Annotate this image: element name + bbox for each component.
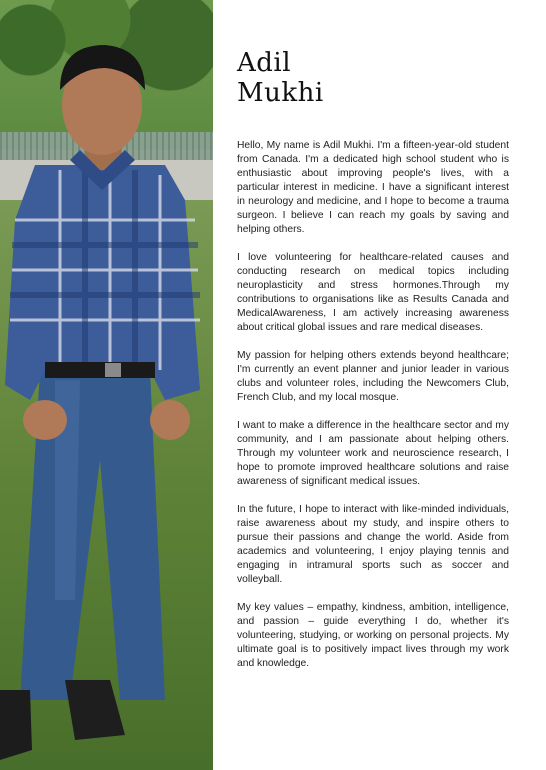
bio-paragraph-impact: I want to make a difference in the healthcare sector and my community, and I am passionate about helping others. Through my volunteer work and neuroscience research, I hope to promote improved healthcare solutions and raise awareness of significant medical issues. [237,420,509,487]
bio-paragraph-intro: Hello, My name is Adil Mukhi. I'm a fifteen-year-old student from Canada. I'm a dedicated high school student who is enthusiastic about improving people's lives, with a particular interest in medicine. I have a significant interest in neurology and medicine, and I hope to become a trauma surgeon. I believe I can reach my goals by saving and helping others. [237,140,509,235]
last-name: Mukhi [237,78,324,108]
bio-text [237,139,509,685]
bio-paragraph-volunteering: I love volunteering for healthcare-related causes and conducting research on medical topics including neuroplasticity and stress hormones.Through my contributions to organisations like as Results Canada and MedicalAwareness, I am actively increasing awareness about critical global issues and rare medical diseases. [237,252,509,333]
person-figure [0,0,213,770]
first-name: Adil [237,48,292,78]
bio-paragraph-values: My key values – empathy, kindness, ambition, intelligence, and passion – guide everything I do, whether it's volunteering, studying, or working on personal projects. My ultimate goal is to positively impact lives through my work and knowledge. [237,602,509,669]
profile-name [237,48,324,108]
profile-photo [0,0,213,770]
bio-paragraph-future: In the future, I hope to interact with like-minded individuals, raise awareness about my study, and inspire others to pursue their passions and change the world. Aside from academics and volunteering, I enjoy playing tennis and engaging in intramural sports such as soccer and volleyball. [237,504,509,585]
bio-paragraph-passion: My passion for helping others extends beyond healthcare; I'm currently an event planner and junior leader in various clubs and volunteer roles, including the Newcomers Club, French Club, and my local mosque. [237,350,509,403]
